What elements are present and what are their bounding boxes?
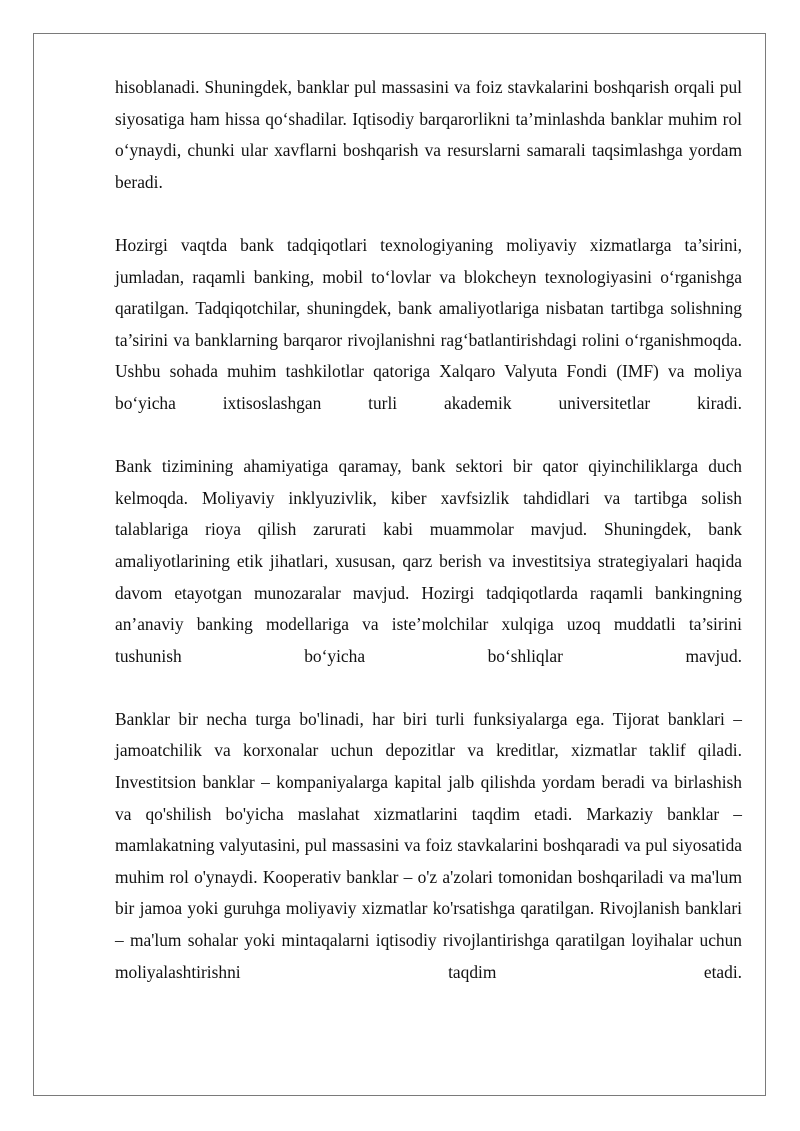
paragraph-1: hisoblanadi. Shuningdek, banklar pul massasini va foiz stavkalarini boshqarish orqali pul siyosatiga ham hissa qo‘shadilar. Iqtisodiy barqarorlikni ta’minlashda banklar muhim rol o‘ynaydi, chunki ular xavflarni boshqarish va resurslarni samarali taqsimlashga yordam beradi. (115, 77, 742, 192)
paragraph-4: Banklar bir necha turga bo'linadi, har biri turli funksiyalarga ega. Tijorat banklari – jamoatchilik va korxonalar uchun depozitlar va kreditlar, xizmatlar taklif qiladi. Investitsion banklar – kompaniyalarga kapital jalb qilishda yordam beradi va birlashish va qo'shilish bo'yicha maslahat xizmatlarini taqdim etadi. Markaziy banklar – mamlakatning valyutasini, pul massasini va foiz stavkalarini boshqaradi va pul siyosatida muhim rol o'ynaydi. Kooperativ banklar – o'z a'zolari tomonidan boshqariladi va ma'lum bir jamoa yoki guruhga moliyaviy xizmatlar ko'rsatishga qaratilgan. Rivojlanish banklari – ma'lum sohalar yoki mintaqalarni iqtisodiy rivojlantirishga qaratilgan loyihalar uchun moliyalashtirishni taqdim etadi. (115, 708, 742, 982)
document-body (115, 72, 742, 988)
paragraph-2: Hozirgi vaqtda bank tadqiqotlari texnologiyaning moliyaviy xizmatlarga ta’sirini, jumladan, raqamli banking, mobil to‘lovlar va blokcheyn texnologiyasini o‘rganishga qaratilgan. Tadqiqotchilar, shuningdek, bank amaliyotlariga nisbatan tartibga solishning ta’sirini va banklarning barqaror rivojlanishni rag‘batlantirishdagi rolini o‘rganishmoqda. Ushbu sohada muhim tashkilotlar qatoriga Xalqaro Valyuta Fondi (IMF) va moliya bo‘yicha ixtisoslashgan turli akademik universitetlar kiradi. (115, 234, 742, 413)
paragraph-3: Bank tizimining ahamiyatiga qaramay, bank sektori bir qator qiyinchiliklarga duch kelmoqda. Moliyaviy inklyuzivlik, kiber xavfsizlik tahdidlari va tartibga solish talablariga rioya qilish zarurati kabi muammolar mavjud. Shuningdek, bank amaliyotlarining etik jihatlari, xususan, qarz berish va investitsiya strategiyalari haqida davom etayotgan munozaralar mavjud. Hozirgi tadqiqotlarda raqamli bankingning an’anaviy banking modellariga va iste’molchilar xulqiga uzoq muddatli ta’sirini tushunish bo‘yicha bo‘shliqlar mavjud. (115, 456, 742, 666)
